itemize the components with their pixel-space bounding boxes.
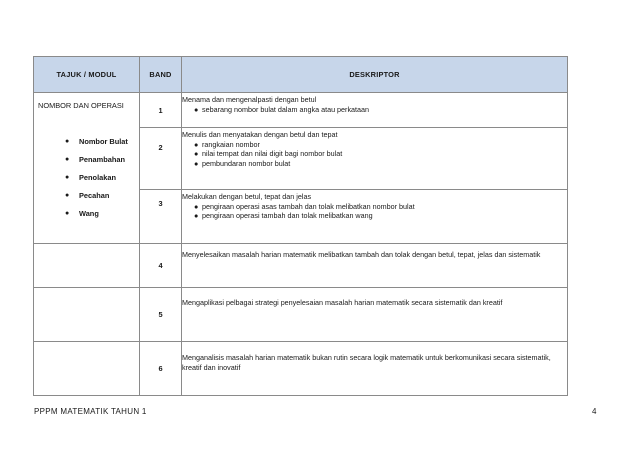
bullet-icon: ● [65,210,70,217]
descriptor-list [182,105,567,115]
descriptor-title: Menganalisis masalah harian matematik bukan rutin secara logik matematik untuk berkomunikasi secara sistematik, kreatif dan inovatif [182,353,551,372]
header-topic: TAJUK / MODUL [34,57,140,93]
bullet-icon: ● [65,138,70,145]
descriptor-cell [182,244,568,288]
bullet-icon: ● [65,174,70,181]
list-item [34,155,129,164]
topic-item: Penambahan [79,155,126,164]
list-item [34,191,129,200]
band-number: 5 [140,288,182,342]
table-row [34,93,568,128]
list-item [182,105,567,115]
header-band: BAND [140,57,182,93]
descriptor-cell [182,128,568,190]
bullet-icon: ● [194,139,199,149]
bullet-icon: ● [194,104,199,114]
descriptor-bullet: pengiraan operasi asas tambah dan tolak melibatkan nombor bulat [202,201,415,211]
table-row [34,342,568,396]
topic-item: Nombor Bulat [79,137,128,146]
descriptor-title: Mengaplikasi pelbagai strategi penyelesaian masalah harian matematik secara sistematik dan kreatif [182,298,503,307]
topic-item: Pecahan [79,191,110,200]
descriptor-bullet: nilai tempat dan nilai digit bagi nombor bulat [202,149,343,158]
descriptor-list [182,202,567,221]
table-row [34,288,568,342]
band-number: 1 [140,93,182,128]
footer-document-title: PPPM MATEMATIK TAHUN 1 [34,407,147,416]
band-number: 6 [140,342,182,396]
list-item [34,137,129,146]
bullet-icon: ● [65,156,70,163]
table-row [34,244,568,288]
descriptor-cell [182,342,568,396]
topic-cell-empty [34,342,140,396]
bullet-icon: ● [194,211,199,220]
list-item [34,173,129,182]
list-item [182,159,567,169]
list-item [182,202,567,212]
descriptor-bullet: pengiraan operasi tambah dan tolak melibatkan wang [202,211,373,220]
header-descriptor: DESKRIPTOR [182,57,568,93]
page-number: 4 [592,407,597,416]
topic-name: NOMBOR DAN OPERASI [38,101,124,110]
list-item [182,211,567,221]
topic-list [34,137,139,218]
topic-cell [34,93,140,244]
topic-item: Wang [79,209,99,218]
list-item [182,149,567,159]
table-header-row [34,57,568,93]
band-number: 2 [140,128,182,190]
topic-cell-empty [34,288,140,342]
descriptor-cell [182,288,568,342]
descriptor-title: Melakukan dengan betul, tepat dan jelas [182,192,312,201]
descriptor-bullet: pembundaran nombor bulat [202,158,291,168]
bullet-icon: ● [194,201,199,211]
descriptor-cell [182,93,568,128]
topic-item: Penolakan [79,173,116,182]
descriptor-bullet: sebarang nombor bulat dalam angka atau perkataan [202,104,370,114]
descriptor-title: Menyelesaikan masalah harian matematik melibatkan tambah dan tolak dengan betul, tepat, jelas dan sistematik [182,250,541,259]
list-item [182,140,567,150]
band-number: 3 [140,190,182,244]
descriptor-cell [182,190,568,244]
bullet-icon: ● [194,158,199,168]
descriptor-title: Menama dan mengenalpasti dengan betul [182,95,317,104]
descriptor-bullet: rangkaian nombor [202,139,260,149]
band-descriptor-table [33,56,568,396]
topic-cell-empty [34,244,140,288]
list-item [34,209,129,218]
bullet-icon: ● [65,192,70,199]
bullet-icon: ● [194,149,199,158]
descriptor-title: Menulis dan menyatakan dengan betul dan tepat [182,130,338,139]
band-number: 4 [140,244,182,288]
descriptor-list [182,140,567,169]
